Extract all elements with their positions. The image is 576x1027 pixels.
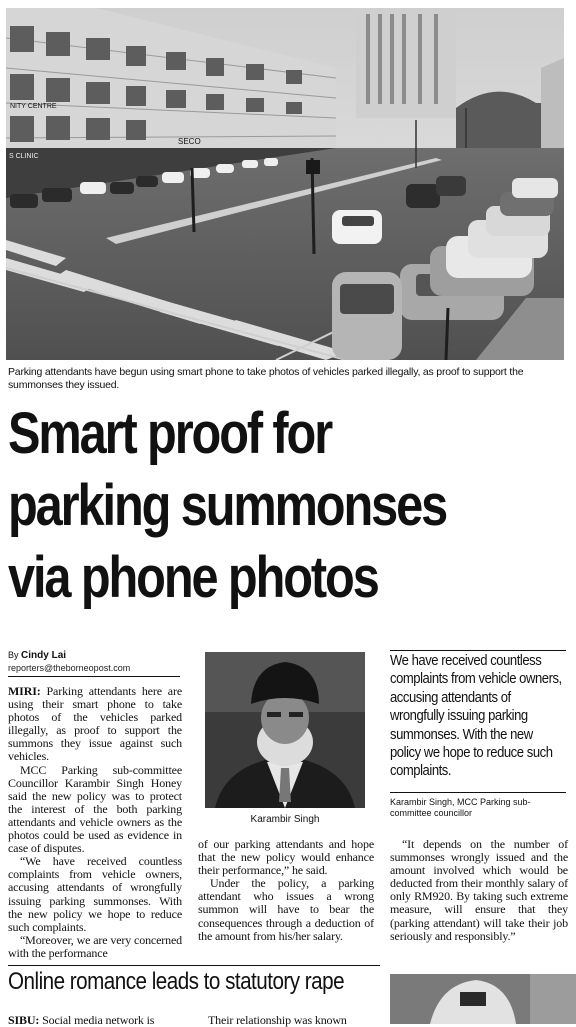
divider <box>390 650 566 651</box>
byline-prefix: By <box>8 650 19 660</box>
next-story-headline: Online romance leads to statutory rape <box>8 968 345 995</box>
divider <box>8 965 380 966</box>
article-column-1 <box>8 685 182 960</box>
paragraph: “It depends on the number of summonses wrongly issued and the amount involved which would be deducted from their monthly salary of only RM920. By taking such extreme measure, will ensure that they (parking attendant) will take their job seriously and responsibly.” <box>390 837 568 943</box>
portrait-photo <box>205 652 365 808</box>
street-photo <box>6 8 564 360</box>
next-story-photo <box>390 974 576 1024</box>
divider <box>390 792 566 793</box>
headline-line: Smart proof for <box>8 401 332 466</box>
headline-line: parking summonses <box>8 473 447 538</box>
paragraph: “Moreover, we are very concerned with the performance <box>8 932 182 960</box>
divider <box>8 676 180 677</box>
paragraph: MIRI: Parking attendants here are using their smart phone to take photos of the vehicles parked illegally, as proof to support the summons they issue against such vehicles. <box>8 684 182 764</box>
sign-text: SECO <box>178 137 201 146</box>
photo-caption: Parking attendants have begun using smart phone to take photos of vehicles parked illegally, as proof to support the summonses they issued. <box>8 366 524 391</box>
byline-email: reporters@theborneopost.com <box>8 663 131 673</box>
next-story-column-1: SIBU: Social media network is <box>8 1013 155 1027</box>
dateline: MIRI: <box>8 684 41 698</box>
paragraph: MCC Parking sub-committee Councillor Karambir Singh Honey said the new policy was to protect the interest of the both parking attendants and vehicle owners as the photos could be used as evidence in case of disputes. <box>8 762 182 856</box>
paragraph: Under the policy, a parking attendant who issues a wrong summon will have to bear the consequences through a deduction of the amount from his/her salary. <box>198 876 374 943</box>
sign-text: S CLINIC <box>9 153 39 160</box>
paragraph: “We have received countless complaints from vehicle owners, accusing attendants of wrongfully issuing parking summonses. With the new policy we hope to reduce such complaints. <box>8 854 182 934</box>
next-story-column-2: Their relationship was known <box>208 1013 347 1027</box>
headline <box>8 398 478 614</box>
byline-author: Cindy Lai <box>21 650 67 661</box>
sign-text: NITY CENTRE <box>10 103 57 110</box>
pull-quote-attribution: Karambir Singh, MCC Parking sub-committee councillor <box>390 797 531 818</box>
pull-quote: We have received countless complaints from vehicle owners, accusing attendants of wrongfully issuing parking summonses. With the new policy we hope to reduce such complaints. <box>390 653 562 780</box>
headline-line: via phone photos <box>8 545 378 610</box>
portrait-caption: Karambir Singh <box>250 814 320 825</box>
byline <box>8 650 66 661</box>
article-column-3 <box>390 838 568 943</box>
article-column-2 <box>198 838 374 943</box>
dateline: SIBU: <box>8 1013 40 1027</box>
paragraph: of our parking attendants and hope that the new policy would enhance their performance,” he said. <box>198 837 374 878</box>
